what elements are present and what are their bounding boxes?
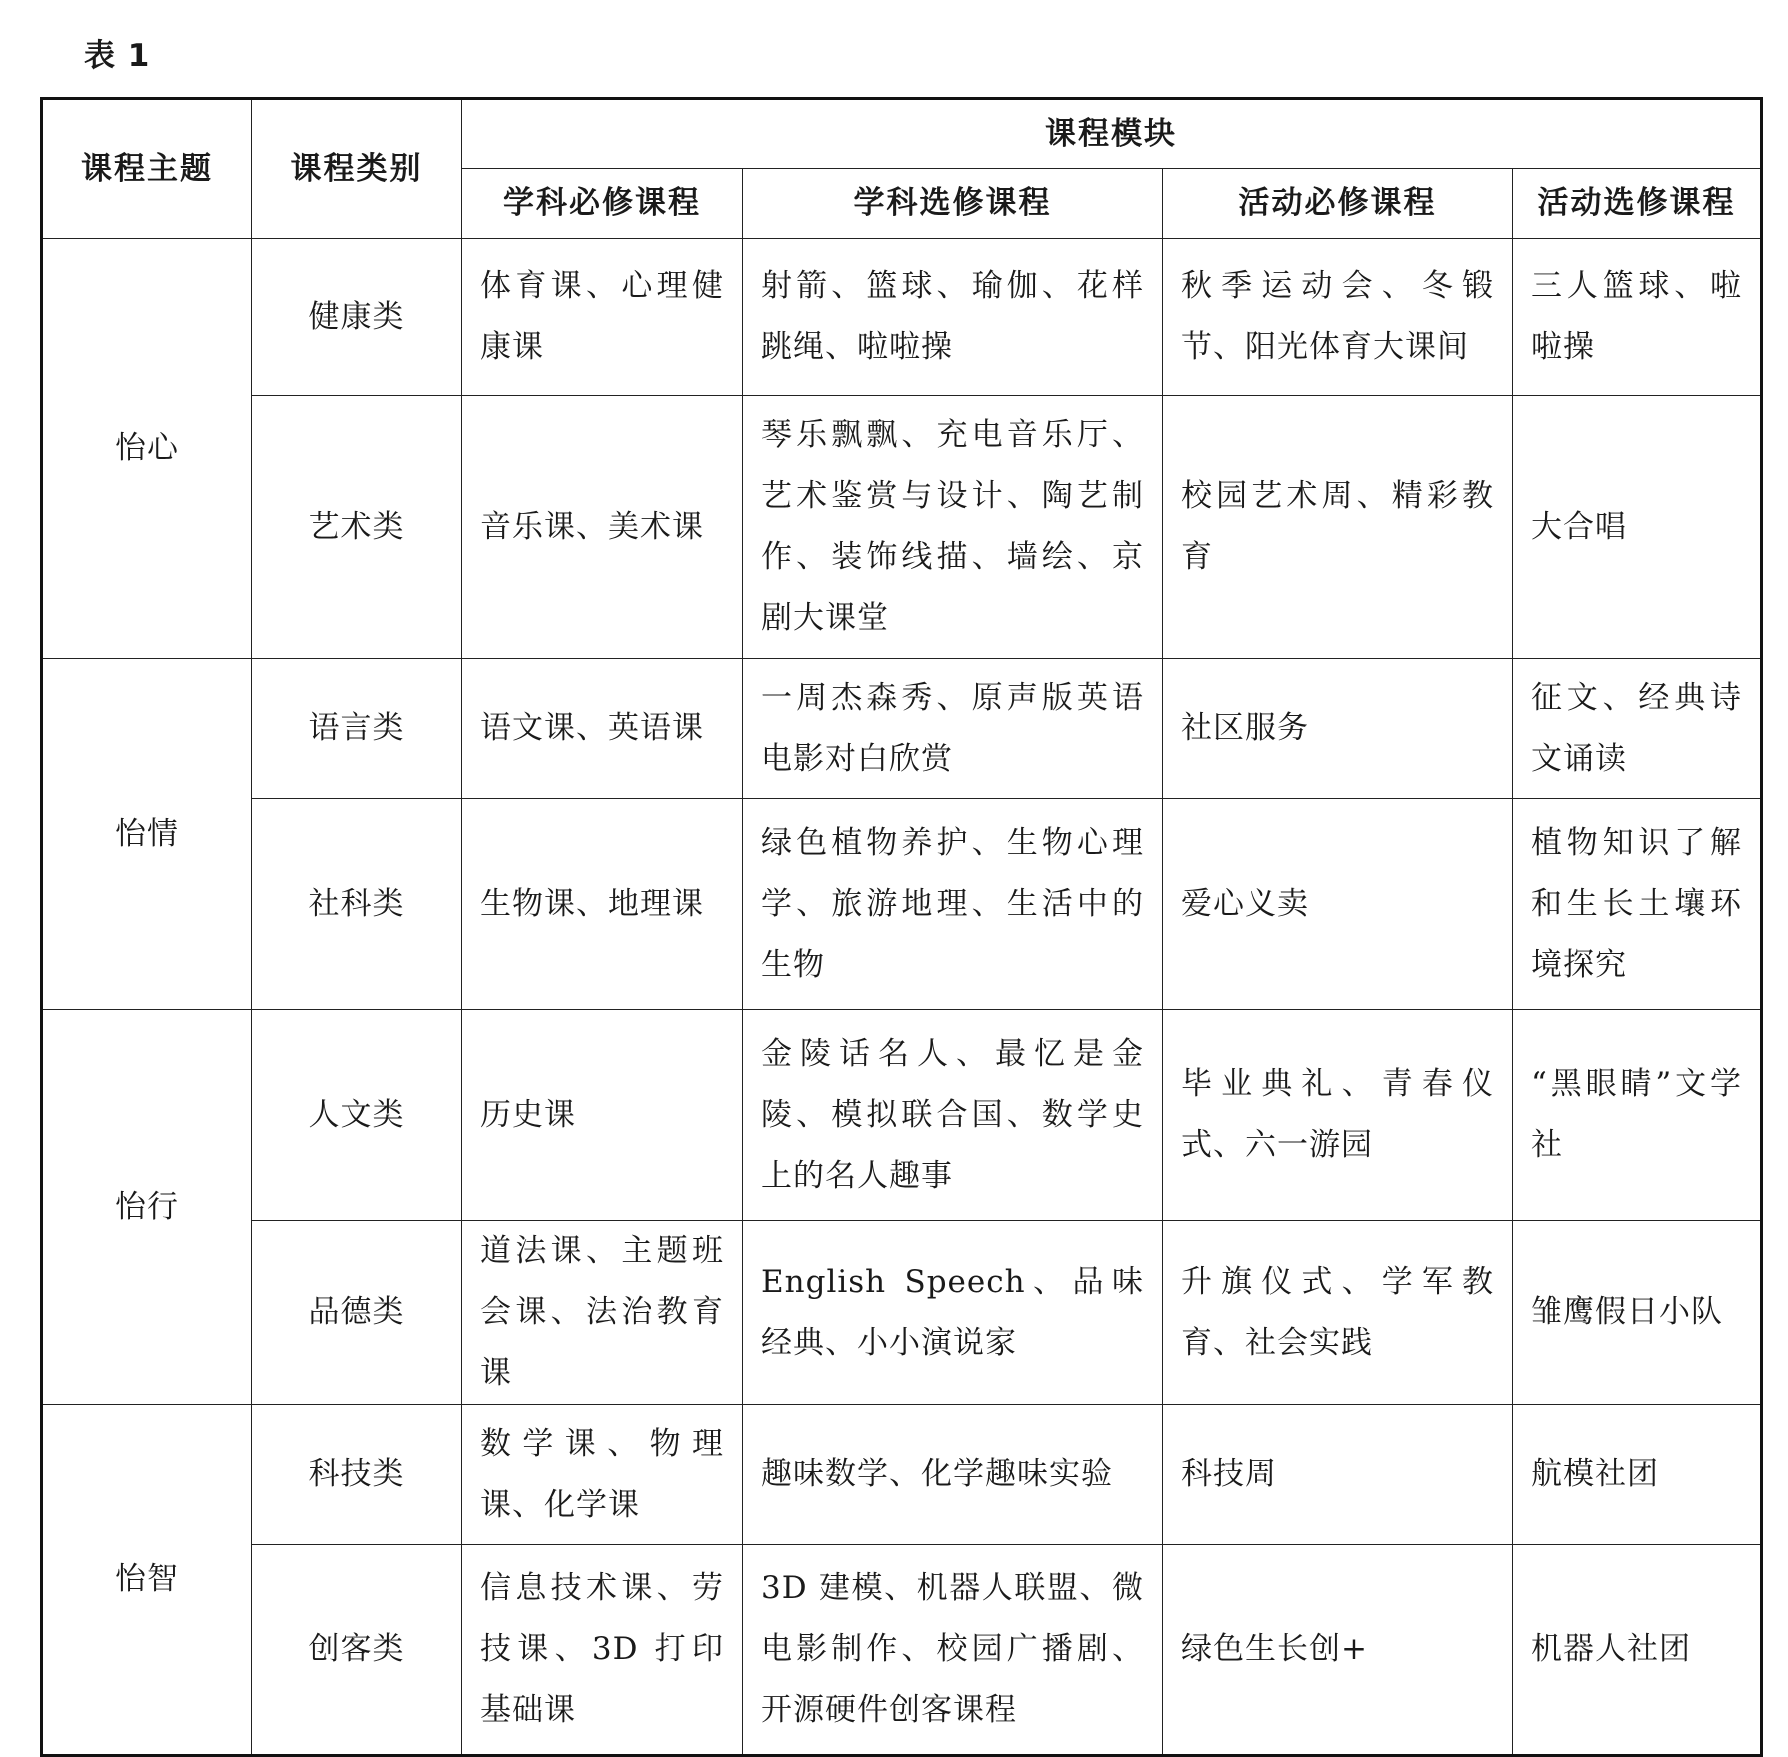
- activity-required-cell: 社区服务: [1163, 659, 1513, 799]
- category-cell: 科技类: [252, 1405, 462, 1545]
- subject-elective-cell: 趣味数学、化学趣味实验: [743, 1405, 1163, 1545]
- subject-required-cell: 道法课、主题班会课、法治教育课: [462, 1221, 743, 1405]
- activity-required-cell: 校园艺术周、精彩教育: [1163, 396, 1513, 659]
- subject-elective-cell: 琴乐飘飘、充电音乐厅、艺术鉴赏与设计、陶艺制作、装饰线描、墙绘、京剧大课堂: [743, 396, 1163, 659]
- header-theme: 课程主题: [42, 99, 252, 239]
- header-activity-required: 活动必修课程: [1163, 169, 1513, 239]
- header-module: 课程模块: [462, 99, 1762, 169]
- subject-elective-cell: 3D 建模、机器人联盟、微电影制作、校园广播剧、开源硬件创客课程: [743, 1545, 1163, 1756]
- table-row: [42, 1405, 1762, 1545]
- category-cell: 语言类: [252, 659, 462, 799]
- category-cell: 人文类: [252, 1010, 462, 1221]
- activity-required-cell: 绿色生长创+: [1163, 1545, 1513, 1756]
- subject-elective-cell: 射箭、篮球、瑜伽、花样跳绳、啦啦操: [743, 239, 1163, 396]
- category-cell: 品德类: [252, 1221, 462, 1405]
- activity-required-cell: 升旗仪式、学军教育、社会实践: [1163, 1221, 1513, 1405]
- theme-cell: 怡心: [42, 239, 252, 659]
- subject-required-cell: 历史课: [462, 1010, 743, 1221]
- category-cell: 创客类: [252, 1545, 462, 1756]
- theme-cell: 怡情: [42, 659, 252, 1010]
- header-category: 课程类别: [252, 99, 462, 239]
- theme-cell: 怡智: [42, 1405, 252, 1756]
- activity-elective-cell: 三人篮球、啦啦操: [1513, 239, 1762, 396]
- table-row: [42, 659, 1762, 799]
- activity-elective-cell: 雏鹰假日小队: [1513, 1221, 1762, 1405]
- subject-elective-cell: 金陵话名人、最忆是金陵、模拟联合国、数学史上的名人趣事: [743, 1010, 1163, 1221]
- activity-elective-cell: 大合唱: [1513, 396, 1762, 659]
- header-subject-required: 学科必修课程: [462, 169, 743, 239]
- category-cell: 社科类: [252, 799, 462, 1010]
- subject-required-cell: 语文课、英语课: [462, 659, 743, 799]
- table-row: [42, 1545, 1762, 1756]
- table-row: [42, 239, 1762, 396]
- subject-required-cell: 音乐课、美术课: [462, 396, 743, 659]
- activity-elective-cell: 征文、经典诗文诵读: [1513, 659, 1762, 799]
- subject-elective-cell: 绿色植物养护、生物心理学、旅游地理、生活中的生物: [743, 799, 1163, 1010]
- header-row: [42, 99, 1762, 169]
- category-cell: 健康类: [252, 239, 462, 396]
- activity-required-cell: 毕业典礼、青春仪式、六一游园: [1163, 1010, 1513, 1221]
- table-row: [42, 799, 1762, 1010]
- table-row: [42, 1010, 1762, 1221]
- subject-elective-cell: English Speech、品味经典、小小演说家: [743, 1221, 1163, 1405]
- table-row: [42, 1221, 1762, 1405]
- category-cell: 艺术类: [252, 396, 462, 659]
- subject-required-cell: 体育课、心理健康课: [462, 239, 743, 396]
- subject-elective-cell: 一周杰森秀、原声版英语电影对白欣赏: [743, 659, 1163, 799]
- course-table: [40, 97, 1763, 1757]
- header-subject-elective: 学科选修课程: [743, 169, 1163, 239]
- activity-required-cell: 秋季运动会、冬锻节、阳光体育大课间: [1163, 239, 1513, 396]
- table-row: [42, 396, 1762, 659]
- activity-elective-cell: “黑眼睛”文学社: [1513, 1010, 1762, 1221]
- subject-required-cell: 生物课、地理课: [462, 799, 743, 1010]
- header-activity-elective: 活动选修课程: [1513, 169, 1762, 239]
- table-caption: 表 1: [84, 38, 151, 74]
- subject-required-cell: 信息技术课、劳技课、3D 打印基础课: [462, 1545, 743, 1756]
- theme-cell: 怡行: [42, 1010, 252, 1405]
- activity-required-cell: 科技周: [1163, 1405, 1513, 1545]
- activity-elective-cell: 航模社团: [1513, 1405, 1762, 1545]
- activity-required-cell: 爱心义卖: [1163, 799, 1513, 1010]
- activity-elective-cell: 机器人社团: [1513, 1545, 1762, 1756]
- activity-elective-cell: 植物知识了解和生长土壤环境探究: [1513, 799, 1762, 1010]
- subject-required-cell: 数学课、物理课、化学课: [462, 1405, 743, 1545]
